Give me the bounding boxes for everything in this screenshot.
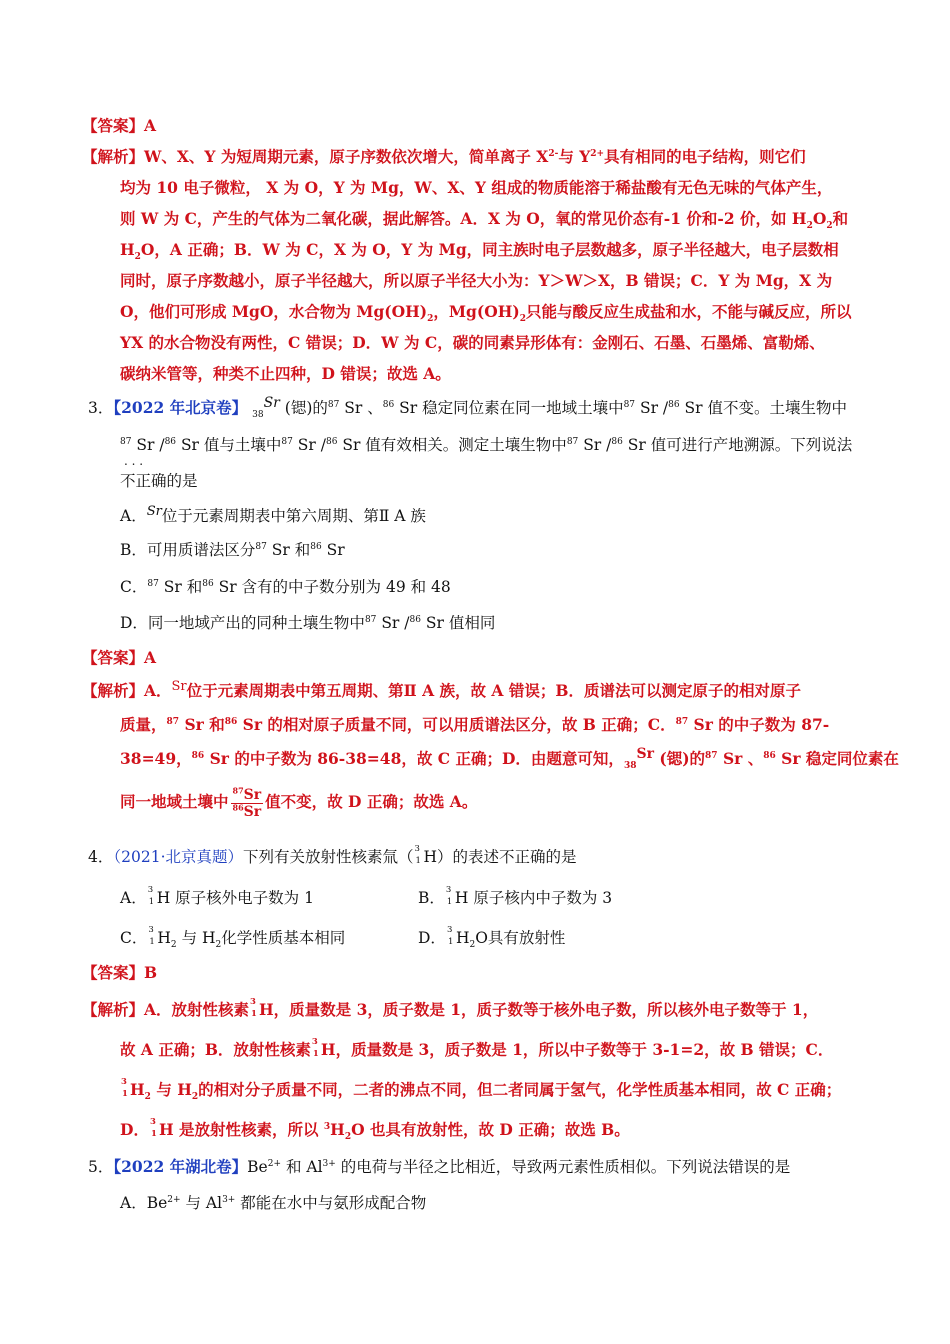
- q4-option-a: A． 3 1 H 原子核外电子数为 1: [120, 885, 314, 907]
- q4-explanation-line-4: D． 3 1 H 是放射性核素，所以 $^3H_2O$ 也具有放射性，故 D 正确；故选 B。: [120, 1117, 630, 1143]
- q3-answer: 【答案】A: [82, 648, 157, 667]
- q4-stem: 4．（2021·北京真题）下列有关放射性核素氚（ 3 1 H）的表述不正确的是: [88, 844, 577, 866]
- q3-explanation-line-3: 38=49，$^{86}$ Sr 的中子数为 86-38=48，故 C 正确；D．由题意可知，$_{38}^{Sr}$ (锶)的$^{87}$ Sr 、$^{86}$ Sr 稳定同位素在: [120, 745, 899, 772]
- q4-option-c: C． 3 1 $H_2$ 与 $H_2$化学性质基本相同: [120, 925, 346, 951]
- q3-explanation-line-2: 质量，$^{87}$ Sr 和$^{86}$ Sr 的相对原子质量不同，可以用质谱法区分，故 B 正确；C．$^{87}$ Sr 的中子数为 87-: [120, 715, 830, 734]
- q2-explanation-line-2: 均为 10 电子微粒， X 为 O，Y 为 Mg，W、X、Y 组成的物质能溶于稀盐酸有无色无味的气体产生，: [120, 178, 833, 197]
- q4-answer: 【答案】B: [82, 963, 158, 982]
- q2-explanation-line-3: 则 W 为 C，产生的气体为二氧化碳，据此解答。A．X 为 O，氧的常见价态有-1 价和-2 价，如 $H_2O_2$和: [120, 209, 849, 232]
- q3-option-d: D．同一地域产出的同种土壤生物中$^{87}$ Sr /$^{86}$ Sr 值相同: [120, 614, 496, 632]
- q2-explanation-line-4: $H_2O$，A 正确；B．W 为 C，X 为 O，Y 为 Mg，同主族时电子层数越多，原子半径越大，电子层数相: [120, 240, 839, 263]
- q4-explanation-line-3: 3 1 $H_2$ 与 $H_2$的相对分子质量不同，二者的沸点不同，但二者同属于氢气，化学性质基本相同，故 C 正确；: [121, 1077, 842, 1103]
- q3-option-c: C．$^{87}$ Sr 和$^{86}$ Sr 含有的中子数分别为 49 和 48: [120, 578, 451, 596]
- q4-explanation-line-2: 故 A 正确；B．放射性核素 3 1 H，质量数是 3，质子数是 1，所以中子数等于 3-1=2，故 B 错误；C．: [120, 1037, 834, 1059]
- q5-option-a: A．$Be^{2+}$ 与 $Al^{3+}$ 都能在水中与氨形成配合物: [120, 1194, 427, 1212]
- q3-option-b: B．可用质谱法区分$^{87}$ Sr 和$^{86}$ Sr: [120, 541, 345, 559]
- q2-explanation-line-6: O，他们可形成 MgO，水合物为 $Mg(OH)_2$，$Mg(OH)_2$只能与酸反应生成盐和水，不能与碱反应，所以: [120, 302, 852, 325]
- q3-explanation-line-4: 同一地域土壤中 $\frac{^{87}Sr}{^{86}Sr}$ 值不变，故 D 正确；故选 A。: [120, 784, 478, 820]
- q4-option-b: B． 3 1 H 原子核内中子数为 3: [418, 885, 613, 907]
- q3-stem-line-3: 不正确的是: [120, 472, 198, 490]
- tritium-isotope-mark: 3 1: [414, 844, 421, 866]
- q2-explanation-line-1: 【解析】W、X、Y 为短周期元素，原子序数依次增大，简单离子 $X^{2-}$与 $Y^{2+}$具有相同的电子结构，则它们: [82, 147, 806, 166]
- q2-explanation-line-5: 同时，原子序数越小，原子半径越大，所以原子半径大小为：Y＞W＞X，B 错误；C．Y 为 Mg，X 为: [120, 271, 833, 290]
- q3-option-a: A．$^{Sr}$位于元素周期表中第六周期、第Ⅱ A 族: [120, 503, 426, 525]
- q4-explanation-line-1: 【解析】A．放射性核素 3 1 H，质量数是 3，质子数是 1，质子数等于核外电子数，所以核外电子数等于 1，: [82, 997, 819, 1019]
- q2-explanation-line-8: 碳纳米管等，种类不止四种，D 错误；故选 A。: [120, 364, 451, 383]
- q4-option-d: D． 3 1 $H_2O$具有放射性: [418, 925, 566, 951]
- q3-ratio-fraction: $\frac{^{87}Sr}{^{86}Sr}$: [232, 784, 262, 820]
- q5-stem: 5．【2022 年湖北卷】$Be^{2+}$ 和 $Al^{3+}$ 的电荷与半径之比相近，导致两元素性质相似。下列说法错误的是: [88, 1157, 791, 1176]
- q3-stem-line-2: $^{87}$ Sr /$^{86}$ Sr 值与土壤中$^{87}$ Sr /$^{86}$ Sr 值有效相关。测定土壤生物中$^{87}$ Sr /$^{86}$ Sr 值可进行产地溯源。下列说法: [120, 436, 853, 454]
- q3-explanation-line-1: 【解析】A．$^{Sr}$位于元素周期表中第五周期、第Ⅱ A 族，故 A 错误；B．质谱法可以测定原子的相对原子: [82, 678, 801, 700]
- q2-explanation-line-7: YX 的水合物没有两性，C 错误；D．W 为 C，碳的同素异形体有：金刚石、石墨、石墨烯、富勒烯、: [120, 333, 825, 352]
- q2-answer: 【答案】A: [82, 116, 157, 135]
- q3-emphasis-dots: . . .: [124, 454, 144, 468]
- q3-stem-line-1: 3．【2022 年北京卷】 $_{38}^{Sr}$ (锶)的$^{87}$ Sr 、$^{86}$ Sr 稳定同位素在同一地域土壤中$^{87}$ Sr /$^{86}$ Sr 值不变。土壤生物中: [88, 394, 847, 421]
